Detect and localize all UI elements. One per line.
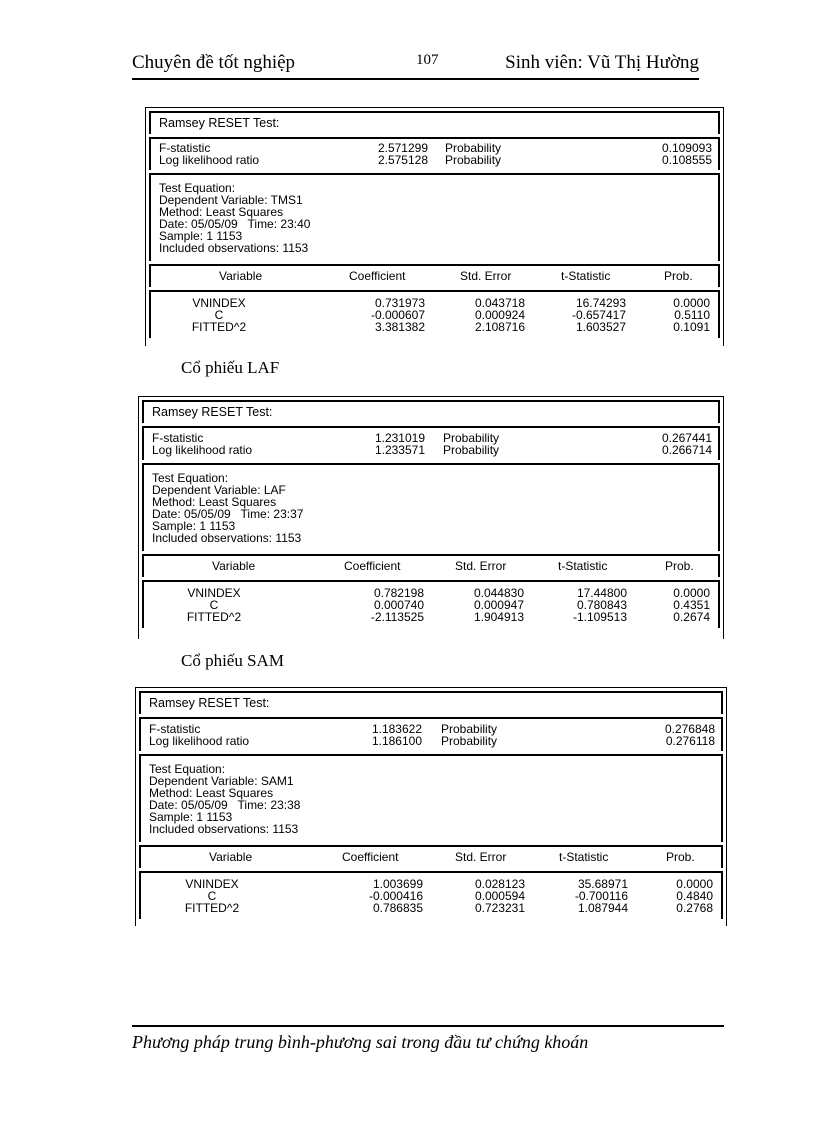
prob-cell: 0.5110: [674, 308, 710, 322]
std-error-cell: 1.904913: [473, 610, 524, 624]
t-stat-cell: 1.603527: [575, 320, 626, 334]
coefficient-cell: 1.003699: [372, 877, 423, 891]
coefficient-cell: 0.782198: [373, 586, 424, 600]
prob-label: Probability: [445, 153, 502, 167]
stat-label: Log likelihood ratio: [152, 443, 253, 457]
std-error-cell: 0.723231: [474, 901, 525, 915]
equation-line: Included observations: 1153: [152, 531, 302, 545]
table-title-section: [149, 111, 720, 134]
equation-line: Method: Least Squares: [152, 495, 277, 509]
prob-value: 0.108555: [661, 153, 712, 167]
coefficient-cell: -2.113525: [370, 610, 424, 624]
prob-label: Probability: [445, 141, 502, 155]
stat-row: [141, 735, 721, 747]
stat-label: Log likelihood ratio: [149, 734, 250, 748]
t-stat-cell: 16.74293: [575, 296, 626, 310]
prob-value: 0.276848: [664, 722, 715, 736]
equation-line: Test Equation:: [159, 181, 236, 195]
stat-value: 1.183622: [371, 722, 422, 736]
column-header: t-Statistic: [558, 559, 608, 573]
page-number: 107: [416, 52, 439, 68]
equation-line: Sample: 1 1153: [159, 229, 243, 243]
equation-line: Dependent Variable: SAM1: [149, 774, 294, 788]
std-error-cell: 2.108716: [474, 320, 525, 334]
column-header: Variable: [212, 559, 256, 573]
coefficient-cell: -0.000607: [370, 308, 425, 322]
table-row: [151, 321, 718, 333]
prob-label: Probability: [441, 734, 498, 748]
variable-cell: FITTED^2: [191, 320, 247, 334]
coefficient-cell: -0.000416: [368, 889, 423, 903]
equation-line: Date: 05/05/09 Time: 23:40: [159, 217, 311, 231]
std-error-cell: 0.000924: [474, 308, 525, 322]
coefficients-section: [149, 290, 720, 338]
column-header: Prob.: [665, 559, 694, 573]
prob-cell: 0.0000: [673, 586, 710, 600]
equation-section: [149, 173, 720, 261]
reset-test-table-laf: [138, 396, 724, 633]
prob-value: 0.276118: [665, 734, 715, 748]
stats-section: [149, 137, 720, 170]
prob-value: 0.266714: [661, 443, 712, 457]
std-error-cell: 0.000947: [473, 598, 524, 612]
equation-section: [142, 463, 720, 551]
equation-line: Dependent Variable: LAF: [152, 483, 286, 497]
column-header: Variable: [209, 850, 253, 864]
reset-test-table-tms1: [145, 107, 724, 340]
prob-label: Probability: [441, 722, 498, 736]
table-title-section: [139, 691, 723, 714]
page-header: [132, 50, 699, 80]
table-title-section: [142, 400, 720, 423]
variable-cell: FITTED^2: [184, 901, 240, 915]
equation-line: Method: Least Squares: [149, 786, 274, 800]
column-header-section: [139, 845, 723, 868]
column-header: Prob.: [666, 850, 695, 864]
equation-line: Included observations: 1153: [149, 822, 299, 836]
stats-section: [139, 717, 723, 751]
column-header: t-Statistic: [561, 269, 611, 283]
table-title: Ramsey RESET Test:: [149, 696, 270, 710]
table-title: Ramsey RESET Test:: [152, 405, 273, 419]
student-name: Sinh viên: Vũ Thị Hường: [505, 52, 699, 73]
coefficient-cell: 0.786835: [372, 901, 423, 915]
equation-line: Date: 05/05/09 Time: 23:38: [149, 798, 301, 812]
table-row: [141, 902, 721, 914]
variable-cell: FITTED^2: [186, 610, 242, 624]
equation-line: Method: Least Squares: [159, 205, 284, 219]
table-title: Ramsey RESET Test:: [159, 116, 280, 130]
coefficients-section: [139, 871, 723, 919]
footer-text: Phương pháp trung bình-phương sai trong đầu tư chứng khoán: [132, 1032, 589, 1052]
equation-line: Test Equation:: [152, 471, 229, 485]
stat-row: [151, 154, 718, 166]
stat-row: [144, 444, 718, 456]
stat-label: F-statistic: [152, 431, 204, 445]
stat-label: F-statistic: [159, 141, 211, 155]
table-row: [141, 878, 721, 890]
coefficient-cell: 0.731973: [374, 296, 425, 310]
equation-line: Date: 05/05/09 Time: 23:37: [152, 507, 304, 521]
equation-section: [139, 754, 723, 842]
variable-cell: VNINDEX: [187, 586, 241, 600]
prob-cell: 0.4351: [673, 598, 710, 612]
column-header: Std. Error: [455, 559, 507, 573]
t-stat-cell: 0.780843: [576, 598, 627, 612]
table-row: [144, 611, 718, 623]
table-row: [144, 587, 718, 599]
stat-label: F-statistic: [149, 722, 201, 736]
prob-cell: 0.2674: [673, 610, 710, 624]
t-stat-cell: 17.44800: [576, 586, 627, 600]
prob-cell: 0.0000: [673, 296, 710, 310]
stat-value: 1.186100: [371, 734, 422, 748]
variable-cell: VNINDEX: [192, 296, 246, 310]
prob-label: Probability: [443, 443, 500, 457]
column-header: Variable: [219, 269, 263, 283]
footer-rule: [132, 1025, 724, 1027]
column-header: t-Statistic: [559, 850, 609, 864]
prob-cell: 0.2768: [676, 901, 713, 915]
std-error-cell: 0.000594: [474, 889, 525, 903]
column-header-row: [141, 847, 721, 868]
prob-cell: 0.1091: [673, 320, 710, 334]
prob-label: Probability: [443, 431, 500, 445]
t-stat-cell: -0.700116: [574, 889, 628, 903]
column-header: Coefficient: [342, 850, 399, 864]
column-header-row: [151, 266, 718, 287]
coefficient-cell: 0.000740: [373, 598, 424, 612]
equation-line: Sample: 1 1153: [152, 519, 236, 533]
stat-value: 2.575128: [377, 153, 428, 167]
t-stat-cell: 35.68971: [577, 877, 628, 891]
stat-value: 2.571299: [377, 141, 428, 155]
prob-value: 0.267441: [661, 431, 712, 445]
column-header-section: [142, 554, 720, 577]
coefficients-section: [142, 580, 720, 628]
equation-line: Dependent Variable: TMS1: [159, 193, 303, 207]
reset-test-table-sam: [135, 687, 727, 920]
column-header: Std. Error: [455, 850, 507, 864]
column-header: Prob.: [664, 269, 693, 283]
equation-line: Sample: 1 1153: [149, 810, 233, 824]
caption-sam: Cổ phiếu SAM: [181, 651, 284, 670]
coefficient-cell: 3.381382: [374, 320, 425, 334]
stat-value: 1.233571: [374, 443, 425, 457]
stat-label: Log likelihood ratio: [159, 153, 260, 167]
stats-section: [142, 426, 720, 460]
stat-value: 1.231019: [374, 431, 425, 445]
std-error-cell: 0.028123: [474, 877, 525, 891]
column-header: Coefficient: [344, 559, 401, 573]
column-header-section: [149, 264, 720, 287]
t-stat-cell: -0.657417: [571, 308, 626, 322]
table-row: [151, 297, 718, 309]
prob-cell: 0.0000: [676, 877, 713, 891]
column-header-row: [144, 556, 718, 577]
variable-cell: C: [214, 308, 224, 322]
std-error-cell: 0.044830: [473, 586, 524, 600]
t-stat-cell: 1.087944: [577, 901, 628, 915]
equation-line: Included observations: 1153: [159, 241, 309, 255]
column-header: Coefficient: [349, 269, 406, 283]
std-error-cell: 0.043718: [474, 296, 525, 310]
prob-value: 0.109093: [661, 141, 712, 155]
column-header: Std. Error: [460, 269, 512, 283]
variable-cell: VNINDEX: [185, 877, 239, 891]
variable-cell: C: [207, 889, 217, 903]
variable-cell: C: [209, 598, 219, 612]
document-title: Chuyên đề tốt nghiệp: [132, 52, 296, 73]
t-stat-cell: -1.109513: [572, 610, 627, 624]
caption-laf: Cổ phiếu LAF: [181, 358, 280, 377]
equation-line: Test Equation:: [149, 762, 226, 776]
prob-cell: 0.4840: [676, 889, 713, 903]
